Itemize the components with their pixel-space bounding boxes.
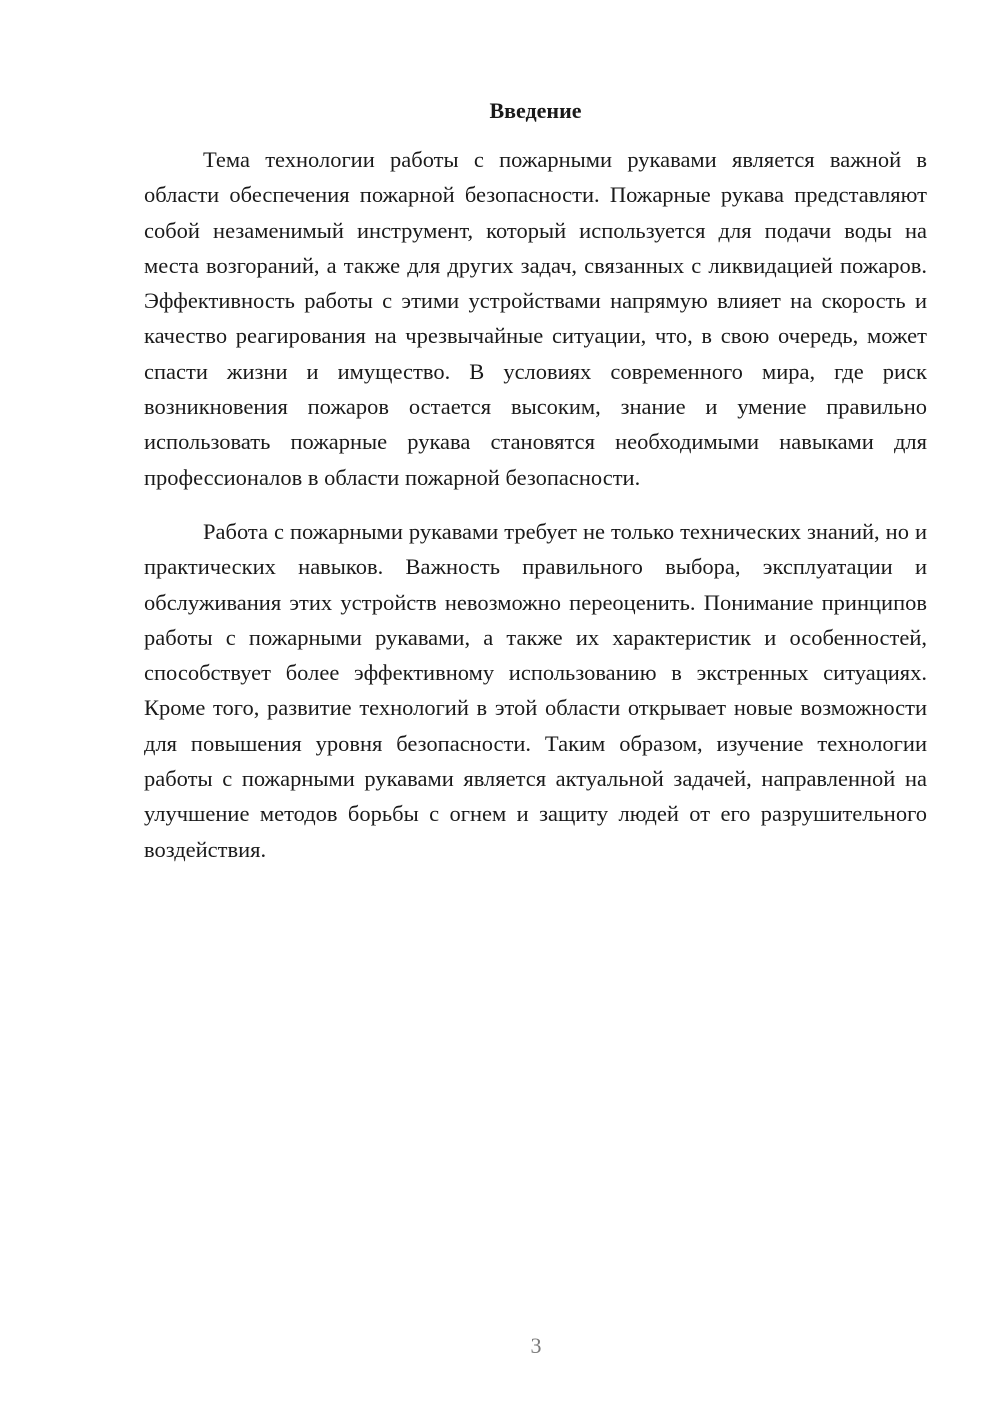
body-text <box>144 142 927 867</box>
page-number: 3 <box>530 1333 542 1358</box>
paragraph-2: Работа с пожарными рукавами требует не только технических знаний, но и практических навыков. Важность правильного выбора, эксплуатации и обслуживания этих устройств невозможно переоценить. Понимание принципов работы с пожарными рукавами, а также их характеристик и особенностей, способствует более эффективному использованию в экстренных ситуациях. Кроме того, развитие технологий в этой области открывает новые возможности для повышения уровня безопасности. Таким образом, изучение технологии работы с пожарными рукавами является актуальной задачей, направленной на улучшение методов борьбы с огнем и защиту людей от его разрушительного воздействия. <box>144 518 927 862</box>
paragraph-1: Тема технологии работы с пожарными рукавами является важной в области обеспечения пожарной безопасности. Пожарные рукава представляют собой незаменимый инструмент, который используется для подачи воды на места возгораний, а также для других задач, связанных с ликвидацией пожаров. Эффективность работы с этими устройствами напрямую влияет на скорость и качество реагирования на чрезвычайные ситуации, что, в свою очередь, может спасти жизни и имущество. В условиях современного мира, где риск возникновения пожаров остается высоким, знание и умение правильно использовать пожарные рукава становятся необходимыми навыками для профессионалов в области пожарной безопасности. <box>144 147 927 490</box>
section-heading: Введение <box>489 98 582 123</box>
